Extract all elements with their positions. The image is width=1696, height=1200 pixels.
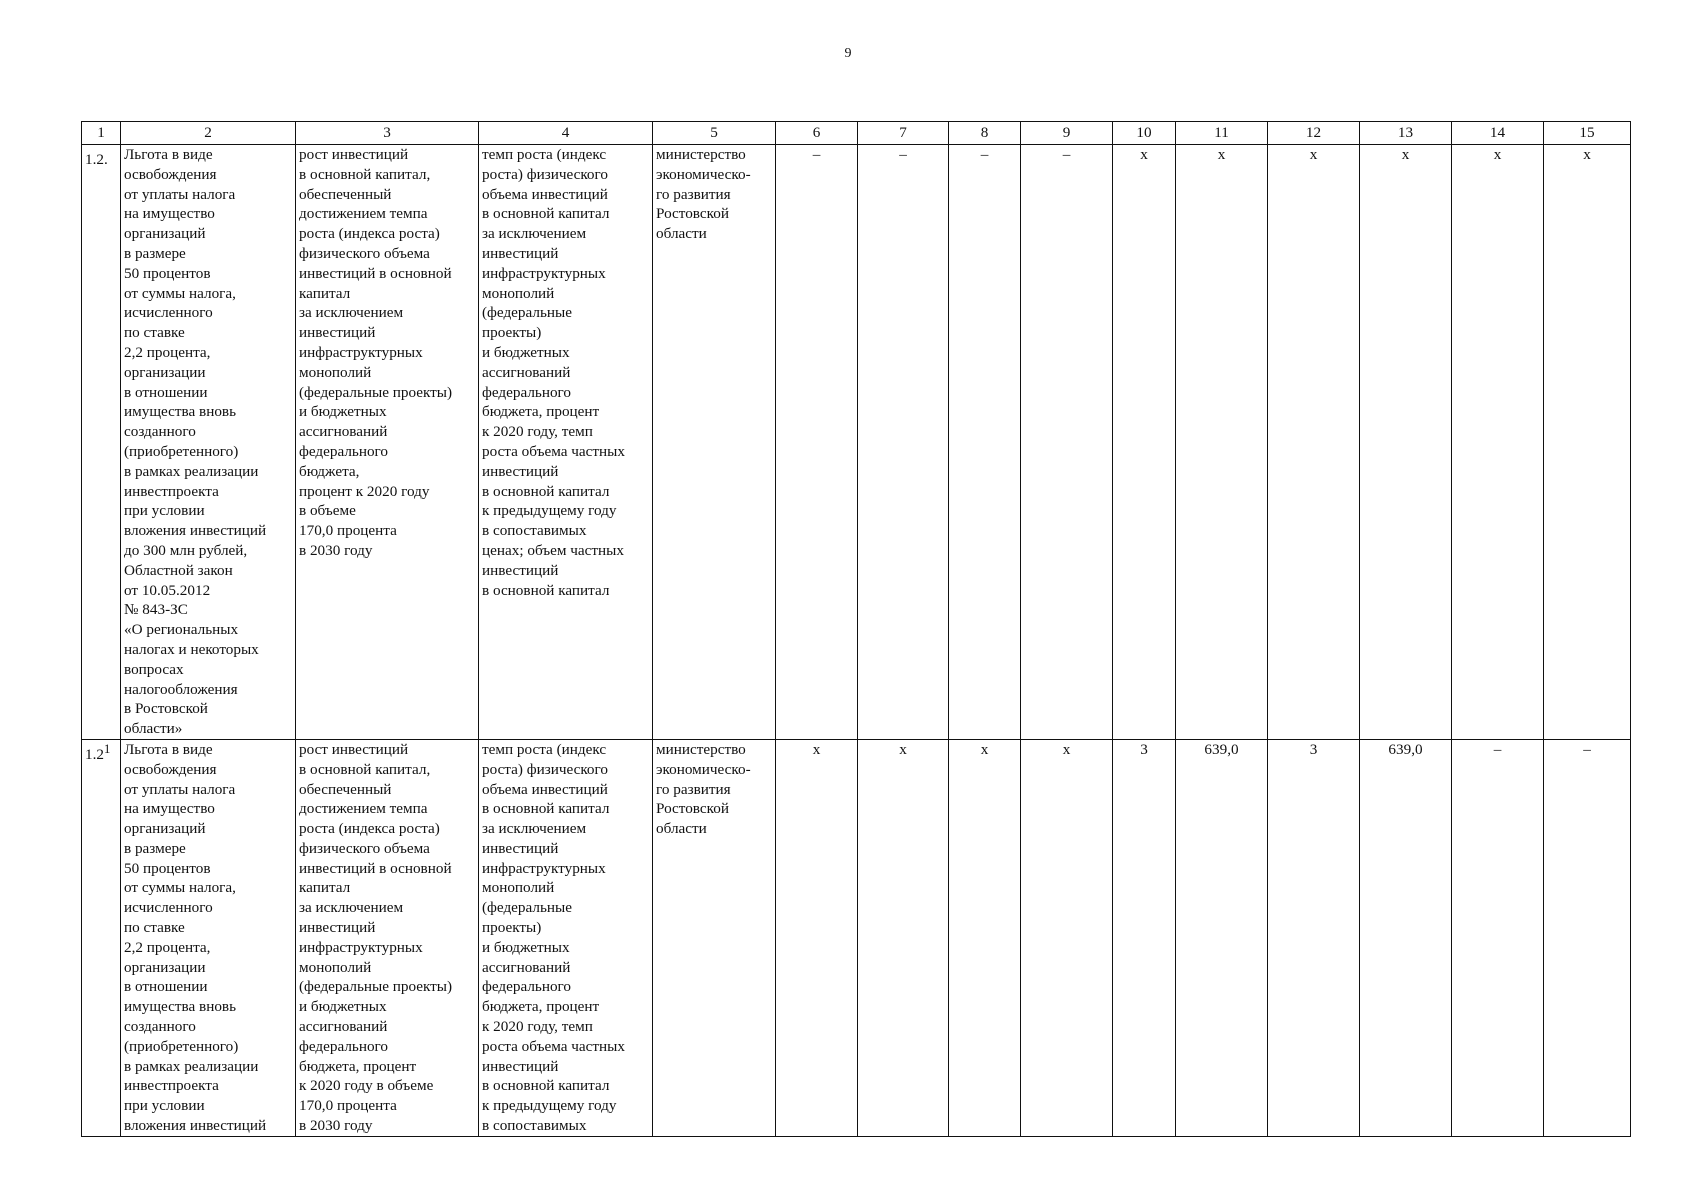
- text-line: в рамках реализации: [124, 1057, 259, 1075]
- text-line: до 300 млн рублей,: [124, 541, 248, 559]
- text-line: инвестиций в основной: [299, 859, 452, 877]
- text-line: 50 процентов: [124, 859, 211, 877]
- value-cell: –: [1021, 145, 1113, 740]
- text-line: роста) физического: [482, 760, 608, 778]
- text-line: по ставке: [124, 919, 185, 937]
- text-line: области: [656, 820, 707, 838]
- column-header: 14: [1452, 122, 1544, 145]
- text-line: вложения инвестиций: [124, 522, 267, 540]
- text-line: от уплаты налога: [124, 185, 236, 203]
- text-line: инфраструктурных: [482, 859, 606, 877]
- text-line: роста объема частных: [482, 1037, 625, 1055]
- text-line: к предыдущему году: [482, 502, 617, 520]
- text-line: 50 процентов: [124, 264, 211, 282]
- column-header: 6: [776, 122, 858, 145]
- text-line: роста) физического: [482, 165, 608, 183]
- text-line: инфраструктурных: [299, 938, 423, 956]
- text-line: за исключением: [299, 899, 404, 917]
- text-line: (приобретенного): [124, 1037, 239, 1055]
- text-line: ассигнований: [299, 423, 388, 441]
- text-line: процент к 2020 году: [299, 482, 430, 500]
- text-line: инвестиций: [299, 324, 376, 342]
- text-line: в 2030 году: [299, 541, 373, 559]
- text-line: экономическо-: [656, 165, 751, 183]
- text-line: в основной капитал,: [299, 165, 431, 183]
- column-header: 7: [858, 122, 949, 145]
- column-header: 8: [949, 122, 1021, 145]
- value-cell: x: [776, 739, 858, 1136]
- text-line: в 2030 году: [299, 1117, 373, 1135]
- indicator-cell: [479, 145, 653, 740]
- text-line: инвестиций: [482, 462, 559, 480]
- text-line: в сопоставимых: [482, 1117, 587, 1135]
- text-line: в отношении: [124, 978, 208, 996]
- row-number-cell: [82, 145, 121, 740]
- value-cell: –: [776, 145, 858, 740]
- text-line: от суммы налога,: [124, 284, 236, 302]
- text-line: (федеральные проекты): [299, 978, 453, 996]
- column-header: 12: [1268, 122, 1360, 145]
- text-line: в объеме: [299, 502, 356, 520]
- text-line: монополий: [299, 363, 372, 381]
- text-line: достижением темпа: [299, 800, 428, 818]
- text-line: рост инвестиций: [299, 146, 409, 163]
- value-cell: –: [949, 145, 1021, 740]
- text-line: темп роста (индекс: [482, 740, 607, 758]
- text-line: исчисленного: [124, 899, 213, 917]
- text-line: к 2020 году, темп: [482, 1018, 593, 1036]
- text-line: и бюджетных: [299, 998, 387, 1016]
- text-line: 2,2 процента,: [124, 938, 211, 956]
- text-line: капитал: [299, 879, 351, 897]
- text-line: физического объема: [299, 244, 430, 262]
- text-line: инвестиций в основной: [299, 264, 452, 282]
- text-line: исчисленного: [124, 304, 213, 322]
- text-line: к предыдущему году: [482, 1097, 617, 1115]
- text-line: ассигнований: [482, 958, 571, 976]
- text-line: организации: [124, 363, 206, 381]
- row-number: 1.2.: [85, 151, 108, 169]
- value-cell: x: [858, 739, 949, 1136]
- text-line: федерального: [482, 978, 571, 996]
- text-line: освобождения: [124, 165, 217, 183]
- benefit-description-cell: [121, 145, 296, 740]
- column-header: 9: [1021, 122, 1113, 145]
- text-line: организации: [124, 958, 206, 976]
- text-line: от суммы налога,: [124, 879, 236, 897]
- value-cell: x: [1113, 145, 1176, 740]
- text-line: за исключением: [299, 304, 404, 322]
- text-line: от 10.05.2012: [124, 581, 211, 599]
- row-number: 1.2: [85, 745, 104, 763]
- text-line: в размере: [124, 244, 186, 262]
- value-cell: 3: [1113, 739, 1176, 1136]
- text-line: инвестиций: [482, 561, 559, 579]
- text-line: Льгота в виде: [124, 146, 213, 163]
- text-line: в размере: [124, 839, 186, 857]
- text-line: инвестиций: [482, 839, 559, 857]
- text-line: вложения инвестиций: [124, 1117, 267, 1135]
- value-cell: x: [949, 739, 1021, 1136]
- text-line: министерство: [656, 146, 746, 163]
- text-line: в основной капитал: [482, 482, 610, 500]
- text-line: монополий: [482, 879, 555, 897]
- column-number-row: [82, 122, 1631, 145]
- table-row: [82, 145, 1631, 740]
- text-line: в отношении: [124, 383, 208, 401]
- text-line: имущества вновь: [124, 403, 237, 421]
- text-line: 170,0 процента: [299, 522, 397, 540]
- text-line: обеспеченный: [299, 780, 392, 798]
- column-header: 5: [653, 122, 776, 145]
- column-header: 3: [296, 122, 479, 145]
- page-number: 9: [844, 46, 852, 61]
- text-line: (федеральные проекты): [299, 383, 453, 401]
- text-line: налогообложения: [124, 680, 238, 698]
- text-line: федерального: [482, 383, 571, 401]
- text-line: объема инвестиций: [482, 780, 608, 798]
- value-cell: x: [1360, 145, 1452, 740]
- text-line: бюджета,: [299, 462, 360, 480]
- data-table: [81, 121, 1631, 1137]
- text-line: монополий: [299, 958, 372, 976]
- text-line: экономическо-: [656, 760, 751, 778]
- curator-cell: [653, 145, 776, 740]
- value-cell: 639,0: [1176, 739, 1268, 1136]
- text-line: в основной капитал,: [299, 760, 431, 778]
- text-line: Ростовской: [656, 205, 729, 223]
- text-line: созданного: [124, 423, 196, 441]
- text-line: ассигнований: [299, 1018, 388, 1036]
- text-line: капитал: [299, 284, 351, 302]
- column-header: 10: [1113, 122, 1176, 145]
- text-line: монополий: [482, 284, 555, 302]
- text-line: обеспеченный: [299, 185, 392, 203]
- value-cell: –: [1544, 739, 1631, 1136]
- text-line: в основной капитал: [482, 1077, 610, 1095]
- value-cell: x: [1021, 739, 1113, 1136]
- column-header: 11: [1176, 122, 1268, 145]
- text-line: к 2020 году, темп: [482, 423, 593, 441]
- text-line: 2,2 процента,: [124, 343, 211, 361]
- text-line: на имущество: [124, 205, 215, 223]
- text-line: Льгота в виде: [124, 740, 213, 758]
- text-line: имущества вновь: [124, 998, 237, 1016]
- text-line: рост инвестиций: [299, 740, 409, 758]
- text-line: налогах и некоторых: [124, 640, 259, 658]
- text-line: инвестиций: [482, 1057, 559, 1075]
- text-line: (федеральные: [482, 899, 572, 917]
- goal-cell: [296, 145, 479, 740]
- value-cell: –: [1452, 739, 1544, 1136]
- text-line: инфраструктурных: [299, 343, 423, 361]
- text-line: темп роста (индекс: [482, 146, 607, 163]
- goal-cell: [296, 739, 479, 1136]
- column-header: 1: [82, 122, 121, 145]
- text-line: бюджета, процент: [482, 998, 600, 1016]
- text-line: объема инвестиций: [482, 185, 608, 203]
- text-line: инфраструктурных: [482, 264, 606, 282]
- text-line: проекты): [482, 324, 542, 342]
- text-line: в основной капитал: [482, 581, 610, 599]
- text-line: федерального: [299, 1037, 388, 1055]
- text-line: № 843-ЗС: [124, 601, 188, 619]
- text-line: за исключением: [482, 820, 587, 838]
- text-line: го развития: [656, 780, 731, 798]
- text-line: бюджета, процент: [299, 1057, 417, 1075]
- text-line: ассигнований: [482, 363, 571, 381]
- text-line: в Ростовской: [124, 700, 208, 718]
- value-cell: 3: [1268, 739, 1360, 1136]
- value-cell: x: [1268, 145, 1360, 740]
- text-line: освобождения: [124, 760, 217, 778]
- text-line: роста (индекса роста): [299, 225, 440, 243]
- text-line: и бюджетных: [482, 938, 570, 956]
- text-line: и бюджетных: [482, 343, 570, 361]
- text-line: в основной капитал: [482, 800, 610, 818]
- text-line: в сопоставимых: [482, 522, 587, 540]
- text-line: го развития: [656, 185, 731, 203]
- text-line: к 2020 году в объеме: [299, 1077, 434, 1095]
- value-cell: x: [1452, 145, 1544, 740]
- text-line: по ставке: [124, 324, 185, 342]
- text-line: вопросах: [124, 660, 184, 678]
- text-line: (приобретенного): [124, 442, 239, 460]
- text-line: федерального: [299, 442, 388, 460]
- value-cell: –: [858, 145, 949, 740]
- text-line: при условии: [124, 502, 205, 520]
- text-line: в рамках реализации: [124, 462, 259, 480]
- text-line: в основной капитал: [482, 205, 610, 223]
- column-header: 2: [121, 122, 296, 145]
- text-line: физического объема: [299, 839, 430, 857]
- text-line: области»: [124, 720, 183, 738]
- text-line: ценах; объем частных: [482, 541, 624, 559]
- text-line: инвестиций: [482, 244, 559, 262]
- text-line: бюджета, процент: [482, 403, 600, 421]
- table-row: [82, 739, 1631, 1136]
- text-line: (федеральные: [482, 304, 572, 322]
- text-line: инвестпроекта: [124, 482, 219, 500]
- text-line: созданного: [124, 1018, 196, 1036]
- text-line: инвестпроекта: [124, 1077, 219, 1095]
- curator-cell: [653, 739, 776, 1136]
- text-line: Ростовской: [656, 800, 729, 818]
- text-line: достижением темпа: [299, 205, 428, 223]
- indicator-cell: [479, 739, 653, 1136]
- text-line: проекты): [482, 919, 542, 937]
- text-line: инвестиций: [299, 919, 376, 937]
- text-line: организаций: [124, 820, 206, 838]
- text-line: роста (индекса роста): [299, 820, 440, 838]
- value-cell: x: [1544, 145, 1631, 740]
- column-header: 13: [1360, 122, 1452, 145]
- benefit-description-cell: [121, 739, 296, 1136]
- column-header: 15: [1544, 122, 1631, 145]
- text-line: от уплаты налога: [124, 780, 236, 798]
- column-header: 4: [479, 122, 653, 145]
- row-number-cell: [82, 739, 121, 1136]
- value-cell: x: [1176, 145, 1268, 740]
- text-line: организаций: [124, 225, 206, 243]
- text-line: роста объема частных: [482, 442, 625, 460]
- value-cell: 639,0: [1360, 739, 1452, 1136]
- text-line: за исключением: [482, 225, 587, 243]
- text-line: и бюджетных: [299, 403, 387, 421]
- text-line: министерство: [656, 740, 746, 758]
- text-line: при условии: [124, 1097, 205, 1115]
- text-line: области: [656, 225, 707, 243]
- text-line: «О региональных: [124, 621, 239, 639]
- row-number-superscript: 1: [103, 741, 111, 756]
- text-line: 170,0 процента: [299, 1097, 397, 1115]
- text-line: Областной закон: [124, 561, 233, 579]
- text-line: на имущество: [124, 800, 215, 818]
